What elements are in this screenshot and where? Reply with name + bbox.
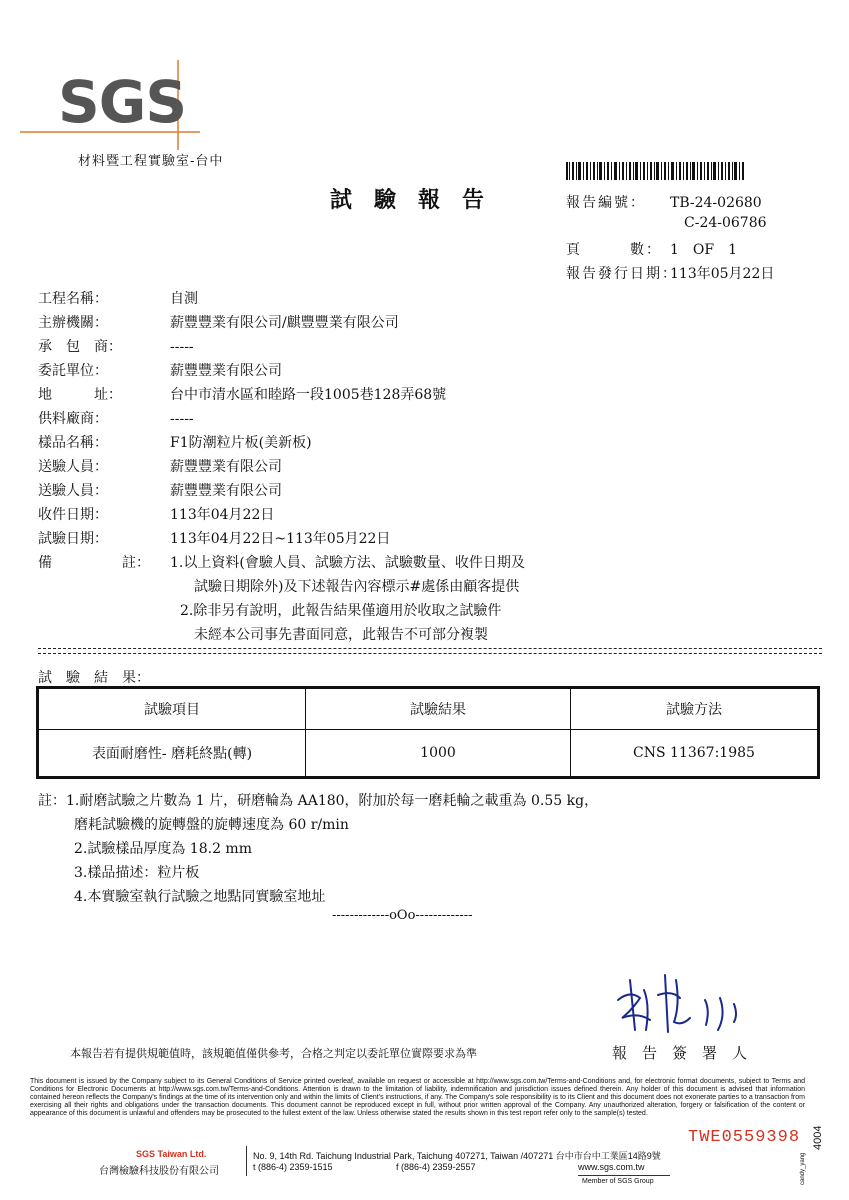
field-value: 薪豐豐業有限公司 xyxy=(170,459,282,475)
field-value: 台中市清水區和睦路一段1005巷128弄68號 xyxy=(170,387,447,403)
field-value: ----- xyxy=(170,411,194,427)
field-submitter-2 xyxy=(38,480,282,500)
field-value: 自測 xyxy=(170,291,198,307)
footer-rule xyxy=(578,1175,670,1176)
end-mark: -------------oOo------------- xyxy=(332,908,473,923)
issue-date-value: 113年05月22日 xyxy=(670,266,775,282)
field-label: 試驗日期： xyxy=(38,531,108,547)
field-sample-name xyxy=(38,432,312,452)
pages-value: 1 OF 1 xyxy=(670,242,738,258)
field-received-date xyxy=(38,504,274,524)
pages-label: 頁 數： xyxy=(566,242,662,258)
field-organizer xyxy=(38,312,399,332)
field-value: 薪豐豐業有限公司/麒豐豐業有限公司 xyxy=(170,315,399,331)
field-address xyxy=(38,384,446,404)
pages-row xyxy=(566,239,737,259)
field-value: F1防潮粒片板(美新板) xyxy=(170,435,312,451)
field-label: 送驗人員： xyxy=(38,459,108,475)
field-label: 供料廠商： xyxy=(38,411,108,427)
table-cell: 1000 xyxy=(306,730,571,778)
issue-date-row xyxy=(566,263,774,283)
company-name-zh: 台灣檢驗科技股份有限公司 xyxy=(99,1166,219,1177)
column-header: 試驗結果 xyxy=(306,688,571,730)
note-line-1: 註：1.耐磨試驗之片數為 1 片，研磨輪為 AA180，附加於每一磨耗輪之載重為 0.55 kg， xyxy=(38,793,599,809)
table-cell: 表面耐磨性- 磨耗終點(轉) xyxy=(38,730,306,778)
column-header: 試驗方法 xyxy=(571,688,819,730)
spec-disclaimer: 本報告若有提供規範值時，該規範值僅供參考，合格之判定以委託單位實際要求為準 xyxy=(70,1047,477,1060)
field-value: 113年04月22日 xyxy=(170,507,275,523)
barcode-image xyxy=(566,162,746,180)
field-label: 送驗人員： xyxy=(38,483,108,499)
member-text: Member of SGS Group xyxy=(582,1178,654,1185)
field-value: 113年04月22日~113年05月22日 xyxy=(170,531,391,547)
table-row xyxy=(38,730,819,778)
remarks-line-4: 未經本公司事先書面同意，此報告不可部分複製 xyxy=(194,627,488,643)
remarks-label: 備 註： xyxy=(38,555,150,571)
field-client xyxy=(38,360,282,380)
note-line-3: 2.試驗樣品厚度為 18.2 mm xyxy=(74,841,252,857)
separator-line xyxy=(38,653,822,654)
table-cell: CNS 11367:1985 xyxy=(571,730,819,778)
report-number-2: C-24-06786 xyxy=(684,215,767,231)
field-project-name xyxy=(38,288,198,308)
field-label: 承 包 商： xyxy=(38,339,122,355)
side-code: 4004 xyxy=(812,1125,824,1150)
field-label: 工程名稱： xyxy=(38,291,108,307)
company-address: No. 9, 14th Rd. Taichung Industrial Park, Taichung 407271, Taiwan /407271 台中市台中工業區14路9號 xyxy=(253,1151,661,1161)
note-line-2: 磨耗試驗機的旋轉盤的旋轉速度為 60 r/min xyxy=(74,817,349,833)
lab-name: 材料暨工程實驗室-台中 xyxy=(78,154,224,169)
field-label: 收件日期： xyxy=(38,507,108,523)
field-supplier xyxy=(38,408,194,428)
field-submitter-1 xyxy=(38,456,282,476)
report-number-row xyxy=(566,192,762,212)
side-small-text: candy_yang xyxy=(800,1152,806,1185)
field-value: 薪豐豐業有限公司 xyxy=(170,363,282,379)
note-line-4: 3.樣品描述：粒片板 xyxy=(74,865,200,881)
column-header: 試驗項目 xyxy=(38,688,306,730)
field-contractor xyxy=(38,336,194,356)
company-phone: t (886-4) 2359-1515 xyxy=(253,1162,333,1172)
report-title: 試驗報告 xyxy=(330,187,507,213)
field-label: 主辦機關： xyxy=(38,315,108,331)
field-label: 委託單位： xyxy=(38,363,108,379)
results-table xyxy=(36,686,820,779)
remarks-line-3: 2.除非另有說明，此報告結果僅適用於收取之試驗件 xyxy=(180,603,502,619)
serial-number: TWE0559398 xyxy=(688,1128,801,1147)
field-value: 薪豐豐業有限公司 xyxy=(170,483,282,499)
results-label: 試 驗 結 果： xyxy=(38,670,150,686)
field-test-date xyxy=(38,528,390,548)
separator-line xyxy=(38,648,822,649)
remarks-row xyxy=(38,552,525,572)
field-value: ----- xyxy=(170,339,194,355)
logo-text: SGS xyxy=(58,68,187,136)
field-label: 地 址： xyxy=(38,387,122,403)
report-number-1: TB-24-02680 xyxy=(670,195,762,211)
remarks-line-1: 1.以上資料(會驗人員、試驗方法、試驗數量、收件日期及 xyxy=(170,555,525,571)
field-label: 樣品名稱： xyxy=(38,435,108,451)
legal-text: This document is issued by the Company subject to its General Conditions of Service printed overleaf, available on request or accessible at http://www.sgs.com.tw/Terms-and-Conditions and, for electronic format documents, subject to Terms and Conditions for Electronic Documents at http://www.sgs.com.tw/Terms-and-Conditions. Attention is drawn to the limitation of liability, indemnification and jurisdiction issues defined therein. Any holder of this document is advised that information contained hereon reflects the Company's findings at the time of its intervention only and within the limits of Client's instructions, if any. The Company's sole responsibility is to its Client and this document does not exonerate parties to a transaction from exercising all their rights and obligations under the transaction documents. This document cannot be reproduced except in full, without prior written approval of the Company. Any unauthorized alteration, forgery or falsification of the content or appearance of this document is unlawful and offenders may be prosecuted to the fullest extent of the law. Unless otherwise stated the results shown in this test report refer only to the sample(s) tested. xyxy=(30,1078,805,1117)
signer-label: 報 告 簽 署 人 xyxy=(612,1044,748,1062)
remarks-line-2: 試驗日期除外)及下述報告內容標示#處係由顧客提供 xyxy=(194,579,520,595)
table-header-row xyxy=(38,688,819,730)
issue-date-label: 報告發行日期： xyxy=(566,266,678,282)
note-line-5: 4.本實驗室執行試驗之地點同實驗室地址 xyxy=(74,889,326,905)
footer-divider xyxy=(246,1146,247,1176)
company-website: www.sgs.com.tw xyxy=(578,1162,645,1172)
company-name-en: SGS Taiwan Ltd. xyxy=(136,1149,207,1159)
signature-image xyxy=(610,960,760,1040)
report-number-label: 報告編號： xyxy=(566,195,646,211)
company-fax: f (886-4) 2359-2557 xyxy=(396,1162,476,1172)
